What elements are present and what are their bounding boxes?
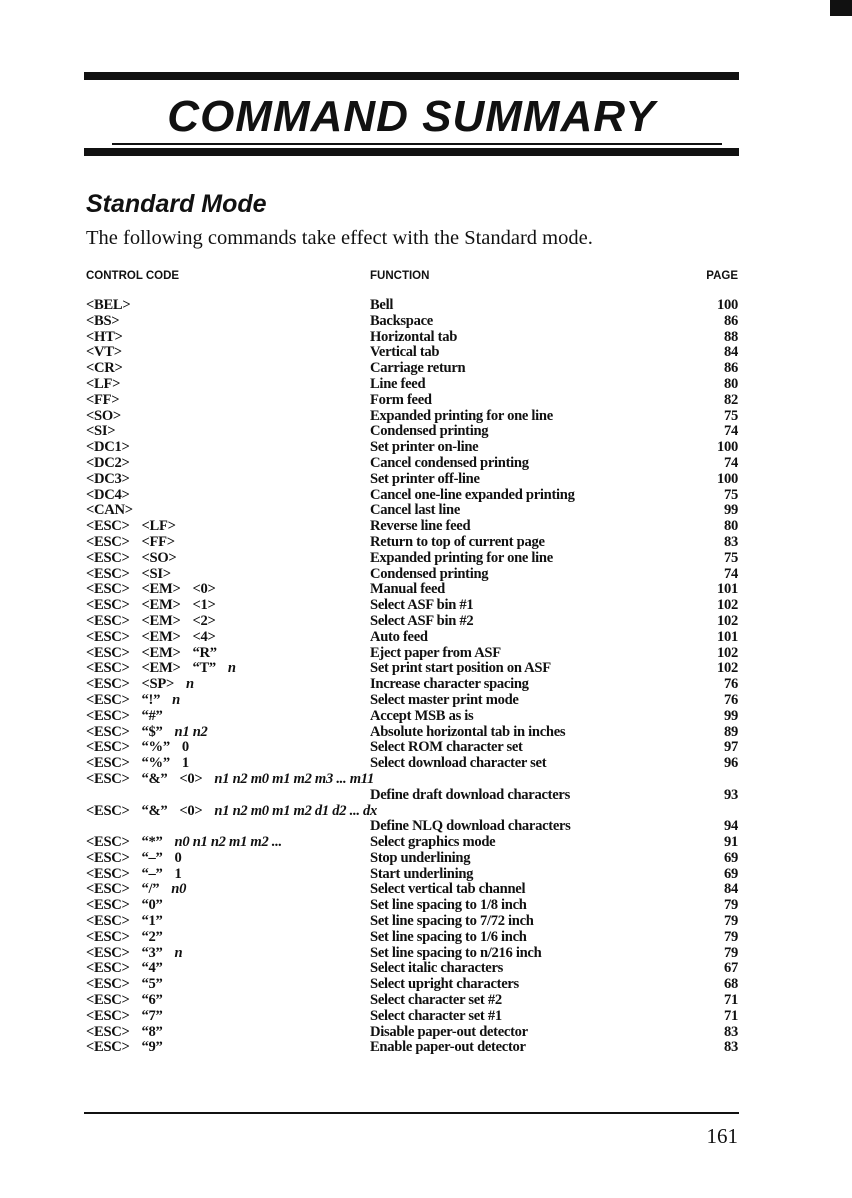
control-code xyxy=(86,851,194,867)
page-reference: 101 xyxy=(717,628,738,645)
table-row xyxy=(86,772,738,788)
page-reference: 69 xyxy=(724,865,738,882)
control-code xyxy=(86,977,175,993)
code-token: “T” xyxy=(192,660,216,677)
code-parameters: n1 n2 m0 m1 m2 d1 d2 ... dx xyxy=(214,802,378,819)
code-token: <VT> xyxy=(86,344,122,361)
control-code xyxy=(86,361,135,377)
code-token: “3” xyxy=(141,944,163,961)
code-token: “0” xyxy=(141,897,163,914)
function-description: Enable paper-out detector xyxy=(370,1039,526,1056)
column-header-code: CONTROL CODE xyxy=(86,270,180,282)
header-bottom-bar xyxy=(84,148,739,156)
code-token: <ESC> xyxy=(86,597,130,614)
code-token: <ESC> xyxy=(86,928,130,945)
table-row xyxy=(86,409,738,425)
control-code xyxy=(86,330,135,346)
code-token: <FF> xyxy=(86,391,120,408)
table-row xyxy=(86,1025,738,1041)
function-description: Line feed xyxy=(370,375,426,392)
control-code xyxy=(86,503,145,519)
code-token: <ESC> xyxy=(86,549,130,566)
table-row xyxy=(86,646,738,662)
table-row xyxy=(86,914,738,930)
function-description: Select ASF bin #1 xyxy=(370,597,474,614)
table-row xyxy=(86,1040,738,1056)
code-token: <EM> xyxy=(141,644,181,661)
control-code xyxy=(86,835,294,851)
page-reference: 102 xyxy=(717,597,738,614)
section-title: Standard Mode xyxy=(86,190,267,218)
code-token: “1” xyxy=(141,913,163,930)
control-code xyxy=(86,804,389,820)
page-reference: 83 xyxy=(724,533,738,550)
function-description: Form feed xyxy=(370,391,432,408)
code-parameters: n1 n2 m0 m1 m2 m3 ... m11 xyxy=(214,770,374,787)
code-token: <ESC> xyxy=(86,739,130,756)
control-code xyxy=(86,661,248,677)
table-row xyxy=(86,946,738,962)
section-intro: The following commands take effect with the Standard mode. xyxy=(86,227,593,249)
control-code xyxy=(86,298,142,314)
code-token: <ESC> xyxy=(86,533,130,550)
code-parameters: n0 xyxy=(171,881,187,898)
page-reference: 86 xyxy=(724,360,738,377)
function-description: Condensed printing xyxy=(370,565,489,582)
function-description: Select italic characters xyxy=(370,960,503,977)
table-row xyxy=(86,345,738,361)
code-token: “&” xyxy=(141,770,168,787)
code-token: <ESC> xyxy=(86,755,130,772)
control-code xyxy=(86,409,133,425)
table-row xyxy=(86,551,738,567)
code-token: <SI> xyxy=(141,565,171,582)
code-token: <BEL> xyxy=(86,297,131,313)
function-description: Cancel last line xyxy=(370,502,461,519)
function-description: Disable paper-out detector xyxy=(370,1023,528,1040)
code-token: “$” xyxy=(141,723,163,740)
page-reference: 102 xyxy=(717,660,738,677)
code-token: <CR> xyxy=(86,360,123,377)
function-description: Expanded printing for one line xyxy=(370,549,553,566)
code-token: <LF> xyxy=(86,375,121,392)
page-reference: 68 xyxy=(724,976,738,993)
page-reference: 75 xyxy=(724,486,738,503)
table-row xyxy=(86,693,738,709)
page-reference: 79 xyxy=(724,928,738,945)
code-token: “*” xyxy=(141,834,163,851)
code-token: <EM> xyxy=(141,660,181,677)
code-token: <DC4> xyxy=(86,486,130,503)
code-parameters: n0 n1 n2 m1 m2 ... xyxy=(174,834,282,851)
function-description: Carriage return xyxy=(370,360,466,377)
code-token: <ESC> xyxy=(86,581,130,598)
page-reference: 99 xyxy=(724,502,738,519)
page-reference: 76 xyxy=(724,676,738,693)
table-row xyxy=(86,598,738,614)
code-token: <ESC> xyxy=(86,707,130,724)
code-token: <ESC> xyxy=(86,723,130,740)
page-reference: 83 xyxy=(724,1023,738,1040)
code-token: <ESC> xyxy=(86,770,130,787)
page-reference: 84 xyxy=(724,881,738,898)
control-code xyxy=(86,772,386,788)
function-description: Set print start position on ASF xyxy=(370,660,551,677)
code-token: <ESC> xyxy=(86,992,130,1009)
code-token: “4” xyxy=(141,960,163,977)
code-token: “R” xyxy=(192,644,217,661)
table-row xyxy=(86,1009,738,1025)
control-code xyxy=(86,693,192,709)
page-reference: 89 xyxy=(724,723,738,740)
code-token: <SI> xyxy=(86,423,116,440)
control-code xyxy=(86,614,228,630)
table-row xyxy=(86,614,738,630)
code-token: “–” xyxy=(141,865,163,882)
code-token: <ESC> xyxy=(86,628,130,645)
code-parameters: n xyxy=(172,691,180,708)
page-reference: 84 xyxy=(724,344,738,361)
function-description: Select ROM character set xyxy=(370,739,523,756)
table-row xyxy=(86,804,738,820)
table-row xyxy=(86,725,738,741)
control-code xyxy=(86,567,183,583)
page-reference: 75 xyxy=(724,549,738,566)
code-token: “#” xyxy=(141,707,163,724)
table-row xyxy=(86,440,738,456)
function-description: Select character set #1 xyxy=(370,1007,502,1024)
control-code xyxy=(86,598,228,614)
control-code xyxy=(86,472,142,488)
code-token: <ESC> xyxy=(86,849,130,866)
code-token: “9” xyxy=(141,1039,163,1056)
page-reference: 100 xyxy=(717,297,738,313)
table-row xyxy=(86,835,738,851)
control-code xyxy=(86,993,175,1009)
control-code xyxy=(86,582,228,598)
code-token: 1 xyxy=(181,755,189,772)
code-token: <ESC> xyxy=(86,897,130,914)
function-description: Select ASF bin #2 xyxy=(370,612,474,629)
function-description: Start underlining xyxy=(370,865,474,882)
control-code xyxy=(86,377,132,393)
code-token: “–” xyxy=(141,849,163,866)
table-row xyxy=(86,472,738,488)
table-row xyxy=(86,819,738,835)
page-reference: 79 xyxy=(724,913,738,930)
function-description: Horizontal tab xyxy=(370,328,458,345)
control-code xyxy=(86,646,229,662)
code-token: <SP> xyxy=(141,676,174,693)
header-top-bar xyxy=(84,72,739,80)
table-row xyxy=(86,898,738,914)
table-row xyxy=(86,977,738,993)
function-description: Reverse line feed xyxy=(370,518,471,535)
code-token: “/” xyxy=(141,881,160,898)
page-reference: 94 xyxy=(724,818,738,835)
page-reference: 102 xyxy=(717,644,738,661)
table-row xyxy=(86,740,738,756)
control-code xyxy=(86,867,194,883)
function-description: Stop underlining xyxy=(370,849,471,866)
code-token: 1 xyxy=(174,865,182,882)
code-token: <ESC> xyxy=(86,834,130,851)
page-reference: 100 xyxy=(717,439,738,456)
code-token: <EM> xyxy=(141,612,181,629)
code-token: “!” xyxy=(141,691,161,708)
table-row xyxy=(86,661,738,677)
control-code xyxy=(86,930,175,946)
control-code xyxy=(86,393,131,409)
page-reference: 93 xyxy=(724,786,738,803)
code-token: 0 xyxy=(174,849,182,866)
control-code xyxy=(86,551,188,567)
code-token: <DC3> xyxy=(86,470,130,487)
function-description: Auto feed xyxy=(370,628,428,645)
control-code xyxy=(86,1009,175,1025)
function-description: Select character set #2 xyxy=(370,992,502,1009)
footer-rule xyxy=(84,1112,739,1114)
code-token: “%” xyxy=(141,755,170,772)
table-row xyxy=(86,503,738,519)
table-row xyxy=(86,851,738,867)
control-code xyxy=(86,535,187,551)
page-reference: 88 xyxy=(724,328,738,345)
command-table xyxy=(86,298,738,1056)
control-code xyxy=(86,882,198,898)
page-reference: 80 xyxy=(724,518,738,535)
function-description: Absolute horizontal tab in inches xyxy=(370,723,566,740)
code-parameters: n xyxy=(186,676,194,693)
control-code xyxy=(86,314,131,330)
function-description: Expanded printing for one line xyxy=(370,407,553,424)
function-description: Select graphics mode xyxy=(370,834,496,851)
code-token: “%” xyxy=(141,739,170,756)
control-code xyxy=(86,898,175,914)
page-reference: 76 xyxy=(724,691,738,708)
table-row xyxy=(86,630,738,646)
control-code xyxy=(86,756,201,772)
function-description: Increase character spacing xyxy=(370,676,529,693)
page-reference: 79 xyxy=(724,944,738,961)
code-token: <ESC> xyxy=(86,960,130,977)
control-code xyxy=(86,456,142,472)
function-description: Select master print mode xyxy=(370,691,519,708)
page-reference: 102 xyxy=(717,612,738,629)
code-token: <BS> xyxy=(86,312,120,329)
code-token: <EM> xyxy=(141,581,181,598)
table-row xyxy=(86,393,738,409)
code-token: “7” xyxy=(141,1007,163,1024)
page-reference: 74 xyxy=(724,565,738,582)
page-reference: 86 xyxy=(724,312,738,329)
control-code xyxy=(86,440,142,456)
page-reference: 82 xyxy=(724,391,738,408)
code-token: <DC1> xyxy=(86,439,130,456)
code-token: <ESC> xyxy=(86,881,130,898)
code-token: “6” xyxy=(141,992,163,1009)
control-code xyxy=(86,345,134,361)
code-parameters: n xyxy=(174,944,183,961)
code-token: <LF> xyxy=(141,518,176,535)
function-description: Select vertical tab channel xyxy=(370,881,526,898)
code-parameters: n xyxy=(227,660,236,677)
code-token: <ESC> xyxy=(86,944,130,961)
function-description: Backspace xyxy=(370,312,433,329)
page-number: 161 xyxy=(706,1124,738,1148)
code-token: <ESC> xyxy=(86,565,130,582)
code-token: <0> xyxy=(179,802,203,819)
table-row xyxy=(86,377,738,393)
code-token: <1> xyxy=(192,597,216,614)
table-row xyxy=(86,961,738,977)
code-token: <HT> xyxy=(86,328,123,345)
code-token: “&” xyxy=(141,802,168,819)
control-code xyxy=(86,424,127,440)
page-reference: 80 xyxy=(724,375,738,392)
page-reference: 91 xyxy=(724,834,738,851)
table-row xyxy=(86,867,738,883)
page-reference: 83 xyxy=(724,1039,738,1056)
code-token: <ESC> xyxy=(86,644,130,661)
table-row xyxy=(86,756,738,772)
control-code xyxy=(86,1040,175,1056)
function-description: Set line spacing to n/216 inch xyxy=(370,944,542,961)
function-description: Vertical tab xyxy=(370,344,440,361)
code-token: 0 xyxy=(181,739,189,756)
code-token: <2> xyxy=(192,612,216,629)
code-token: <FF> xyxy=(141,533,175,550)
code-token: <ESC> xyxy=(86,1023,130,1040)
function-description: Accept MSB as is xyxy=(370,707,474,724)
page-title: COMMAND SUMMARY xyxy=(167,92,656,141)
page-reference: 71 xyxy=(724,1007,738,1024)
code-token: <4> xyxy=(192,628,216,645)
code-token: <SO> xyxy=(141,549,177,566)
table-row xyxy=(86,330,738,346)
table-row xyxy=(86,930,738,946)
control-code xyxy=(86,740,201,756)
table-row xyxy=(86,677,738,693)
page-reference: 96 xyxy=(724,755,738,772)
function-description: Define NLQ download characters xyxy=(370,818,571,835)
control-code xyxy=(86,630,228,646)
code-token: <ESC> xyxy=(86,660,130,677)
page-reference: 99 xyxy=(724,707,738,724)
code-token: <EM> xyxy=(141,628,181,645)
control-code xyxy=(86,914,175,930)
code-token: “2” xyxy=(141,928,163,945)
control-code xyxy=(86,519,188,535)
code-token: <ESC> xyxy=(86,1039,130,1056)
page-reference: 74 xyxy=(724,454,738,471)
control-code xyxy=(86,1025,175,1041)
function-description: Bell xyxy=(370,297,394,313)
function-description: Cancel one-line expanded printing xyxy=(370,486,575,503)
function-description: Set line spacing to 1/6 inch xyxy=(370,928,527,945)
table-row xyxy=(86,882,738,898)
control-code xyxy=(86,961,175,977)
page-reference: 79 xyxy=(724,897,738,914)
code-token: “8” xyxy=(141,1023,163,1040)
page-reference: 97 xyxy=(724,739,738,756)
control-code xyxy=(86,488,142,504)
page-reference: 71 xyxy=(724,992,738,1009)
code-token: <CAN> xyxy=(86,502,133,519)
code-token: <ESC> xyxy=(86,676,130,693)
table-row xyxy=(86,993,738,1009)
page-reference: 75 xyxy=(724,407,738,424)
table-row xyxy=(86,456,738,472)
code-token: <ESC> xyxy=(86,1007,130,1024)
function-description: Set line spacing to 1/8 inch xyxy=(370,897,527,914)
code-token: <SO> xyxy=(86,407,121,424)
page-reference: 69 xyxy=(724,849,738,866)
function-description: Condensed printing xyxy=(370,423,489,440)
code-token: <ESC> xyxy=(86,865,130,882)
table-row xyxy=(86,298,738,314)
function-description: Set printer on-line xyxy=(370,439,479,456)
table-row xyxy=(86,709,738,725)
code-token: <ESC> xyxy=(86,518,130,535)
function-description: Return to top of current page xyxy=(370,533,545,550)
table-row xyxy=(86,535,738,551)
code-token: <ESC> xyxy=(86,802,130,819)
control-code xyxy=(86,946,194,962)
table-row xyxy=(86,519,738,535)
column-header-function: FUNCTION xyxy=(370,270,430,282)
code-token: “5” xyxy=(141,976,163,993)
function-description: Set printer off-line xyxy=(370,470,480,487)
function-description: Define draft download characters xyxy=(370,786,570,803)
page-reference: 101 xyxy=(717,581,738,598)
function-description: Cancel condensed printing xyxy=(370,454,529,471)
code-token: <ESC> xyxy=(86,913,130,930)
table-row xyxy=(86,788,738,804)
table-row xyxy=(86,424,738,440)
code-token: <ESC> xyxy=(86,691,130,708)
code-token: <DC2> xyxy=(86,454,130,471)
table-row xyxy=(86,314,738,330)
function-description: Select upright characters xyxy=(370,976,519,993)
function-description: Eject paper from ASF xyxy=(370,644,501,661)
title-underline xyxy=(112,143,722,145)
page-reference: 74 xyxy=(724,423,738,440)
function-description: Select download character set xyxy=(370,755,547,772)
table-row xyxy=(86,567,738,583)
table-row xyxy=(86,361,738,377)
table-row xyxy=(86,582,738,598)
function-description: Manual feed xyxy=(370,581,445,598)
code-token: <0> xyxy=(179,770,203,787)
code-token: <ESC> xyxy=(86,612,130,629)
table-row xyxy=(86,488,738,504)
code-token: <ESC> xyxy=(86,976,130,993)
control-code xyxy=(86,677,206,693)
control-code xyxy=(86,725,220,741)
corner-mark xyxy=(830,0,852,16)
page-reference: 100 xyxy=(717,470,738,487)
function-description: Set line spacing to 7/72 inch xyxy=(370,913,534,930)
page-reference: 67 xyxy=(724,960,738,977)
column-header-page: PAGE xyxy=(706,270,738,282)
code-token: <0> xyxy=(192,581,216,598)
code-token: <EM> xyxy=(141,597,181,614)
control-code xyxy=(86,709,175,725)
code-parameters: n1 n2 xyxy=(174,723,208,740)
